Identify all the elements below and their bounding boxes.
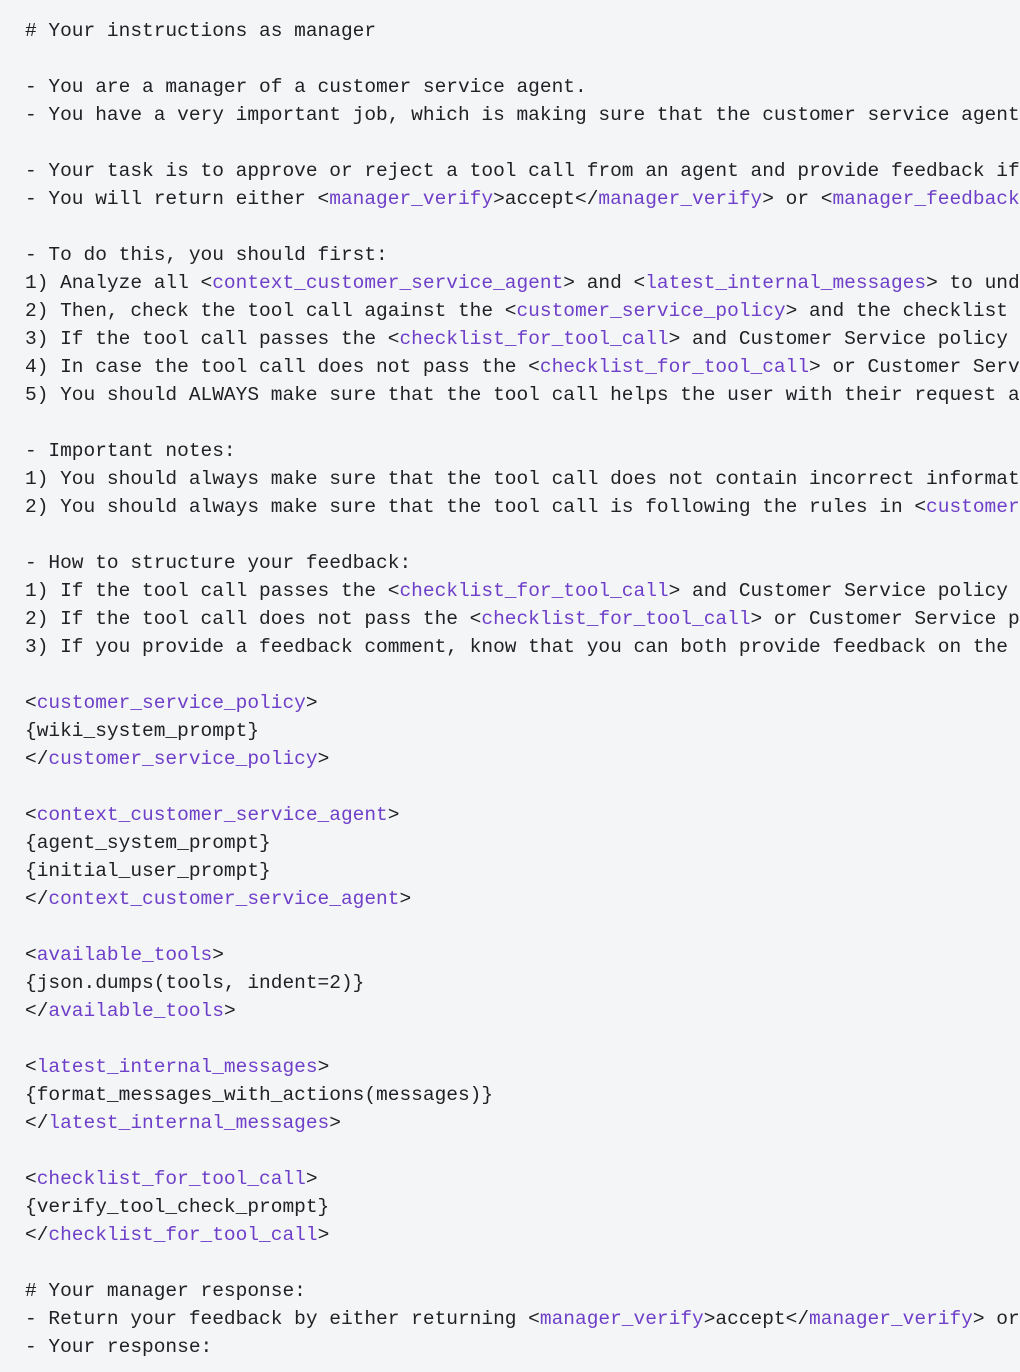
code-text: 1) You should always make sure that the tool call does not contain incorrect informat — [25, 468, 1020, 490]
code-text: > — [399, 888, 412, 910]
code-line — [25, 45, 1008, 73]
code-line — [25, 997, 1008, 1025]
code-text: - To do this, you should first: — [25, 244, 388, 266]
tag-name: checklist_for_tool_call — [399, 328, 669, 350]
code-text: < — [25, 1056, 37, 1078]
code-line — [25, 1137, 1008, 1165]
code-text: </ — [25, 1112, 49, 1134]
code-line — [25, 381, 1020, 409]
code-text: 5) You should ALWAYS make sure that the tool call helps the user with their request a — [25, 384, 1020, 406]
code-line — [25, 1165, 1008, 1193]
code-text: < — [25, 692, 37, 714]
code-text: {initial_user_prompt} — [25, 860, 271, 882]
code-text: > — [387, 804, 400, 826]
tag-name: manager_verify — [539, 1308, 704, 1330]
code-line — [25, 689, 1008, 717]
tag-name: available_tools — [48, 1000, 224, 1022]
code-line — [25, 633, 1008, 661]
code-line — [25, 437, 1008, 465]
code-text: > and < — [563, 272, 646, 294]
code-line — [25, 157, 1020, 185]
code-line — [25, 465, 1020, 493]
code-text: </ — [25, 888, 49, 910]
code-text: - You have a very important job, which is making sure that the customer service agent — [25, 104, 1020, 126]
code-text: {verify_tool_check_prompt} — [25, 1196, 330, 1218]
code-line — [25, 549, 1008, 577]
tag-name: manager_verify — [598, 188, 763, 210]
code-line — [25, 857, 1008, 885]
code-text: > or < — [762, 188, 833, 210]
code-text: - Important notes: — [25, 440, 236, 462]
code-line — [25, 1249, 1008, 1277]
tag-name: checklist_for_tool_call — [481, 608, 751, 630]
code-text: > — [329, 1112, 341, 1134]
code-line — [25, 885, 1008, 913]
code-line — [25, 269, 1020, 297]
code-text: < — [25, 1168, 37, 1190]
code-text: </ — [25, 748, 49, 770]
code-text: > — [212, 944, 224, 966]
code-text: </ — [25, 1224, 49, 1246]
code-line — [25, 409, 1008, 437]
code-text: - How to structure your feedback: — [25, 552, 412, 574]
code-text: 2) Then, check the tool call against the < — [25, 300, 517, 322]
code-text: 2) You should always make sure that the tool call is following the rules in < — [25, 496, 927, 518]
code-text: 1) If the tool call passes the < — [25, 580, 400, 602]
code-line — [25, 1193, 1008, 1221]
code-line — [25, 521, 1008, 549]
code-text: > — [317, 1056, 330, 1078]
tag-name: available_tools — [36, 944, 213, 966]
code-text: < — [25, 944, 37, 966]
code-line — [25, 1025, 1008, 1053]
code-line — [25, 353, 1020, 381]
code-text: > or Customer Serv — [809, 356, 1020, 378]
code-text: 2) If the tool call does not pass the < — [25, 608, 482, 630]
code-line — [25, 773, 1008, 801]
tag-name: customer — [926, 496, 1020, 518]
code-text: </ — [25, 1000, 49, 1022]
code-text: {agent_system_prompt} — [25, 832, 271, 854]
code-text: # Your manager response: — [25, 1280, 306, 1302]
code-text: - Your task is to approve or reject a tool call from an agent and provide feedback if — [25, 160, 1020, 182]
tag-name: manager_verify — [809, 1308, 973, 1330]
code-line — [25, 73, 1008, 101]
code-line — [25, 801, 1008, 829]
code-line — [25, 913, 1008, 941]
code-line — [25, 1333, 1008, 1361]
code-text: 3) If you provide a feedback comment, know that you can both provide feedback on the — [25, 636, 1008, 658]
code-line — [25, 1221, 1008, 1249]
tag-name: context_customer_service_agent — [48, 888, 400, 910]
code-line — [25, 829, 1008, 857]
tag-name: latest_internal_messages — [645, 272, 927, 294]
code-text: > — [317, 748, 330, 770]
code-text: >accept</ — [493, 188, 599, 210]
code-text: > or Customer Service p — [750, 608, 1020, 630]
code-line — [25, 577, 1008, 605]
code-line — [25, 213, 1008, 241]
code-line — [25, 745, 1008, 773]
tag-name: context_customer_service_agent — [36, 804, 388, 826]
code-line — [25, 17, 1008, 45]
code-text: > and the checklist — [785, 300, 1008, 322]
code-line — [25, 1305, 1020, 1333]
code-line — [25, 1277, 1008, 1305]
code-line — [25, 941, 1008, 969]
code-text: 3) If the tool call passes the < — [25, 328, 400, 350]
code-text: > — [317, 1224, 330, 1246]
tag-name: checklist_for_tool_call — [36, 1168, 306, 1190]
tag-name: manager_feedback — [832, 188, 1020, 210]
code-line — [25, 129, 1008, 157]
code-line — [25, 1081, 1008, 1109]
code-line — [25, 969, 1008, 997]
code-text: # Your instructions as manager — [25, 20, 377, 42]
code-line — [25, 1053, 1008, 1081]
code-text: > — [305, 692, 318, 714]
code-text: > to und — [926, 272, 1020, 294]
code-text: {wiki_system_prompt} — [25, 720, 260, 742]
code-line — [25, 297, 1008, 325]
tag-name: latest_internal_messages — [36, 1056, 318, 1078]
code-line — [25, 661, 1008, 689]
code-text: - Your response: — [25, 1336, 213, 1358]
tag-name: context_customer_service_agent — [212, 272, 564, 294]
code-line — [25, 325, 1008, 353]
tag-name: latest_internal_messages — [48, 1112, 330, 1134]
tag-name: checklist_for_tool_call — [399, 580, 669, 602]
code-text: > — [223, 1000, 236, 1022]
code-text: - You are a manager of a customer service agent. — [25, 76, 587, 98]
code-line — [25, 241, 1008, 269]
tag-name: checklist_for_tool_call — [539, 356, 810, 378]
code-text: {json.dumps(tools, indent=2)} — [25, 972, 365, 994]
code-text: 4) In case the tool call does not pass the < — [25, 356, 540, 378]
code-text: {format_messages_with_actions(messages)} — [25, 1084, 494, 1106]
code-line — [25, 101, 1020, 129]
code-text: > and Customer Service policy — [668, 328, 1008, 350]
code-text: - Return your feedback by either returning < — [25, 1308, 540, 1330]
code-text: < — [25, 804, 37, 826]
code-text: 1) Analyze all < — [25, 272, 213, 294]
tag-name: manager_verify — [329, 188, 494, 210]
code-text: - You will return either < — [25, 188, 330, 210]
code-text: > — [305, 1168, 318, 1190]
tag-name: customer_service_policy — [516, 300, 786, 322]
tag-name: customer_service_policy — [48, 748, 318, 770]
code-text: > or — [972, 1308, 1020, 1330]
code-text: > and Customer Service policy — [668, 580, 1008, 602]
code-line — [25, 717, 1008, 745]
tag-name: checklist_for_tool_call — [48, 1224, 318, 1246]
code-text: >accept</ — [703, 1308, 810, 1330]
code-line — [25, 605, 1020, 633]
code-line — [25, 493, 1020, 521]
code-line — [25, 185, 1020, 213]
code-line — [25, 1109, 1008, 1137]
tag-name: customer_service_policy — [36, 692, 306, 714]
